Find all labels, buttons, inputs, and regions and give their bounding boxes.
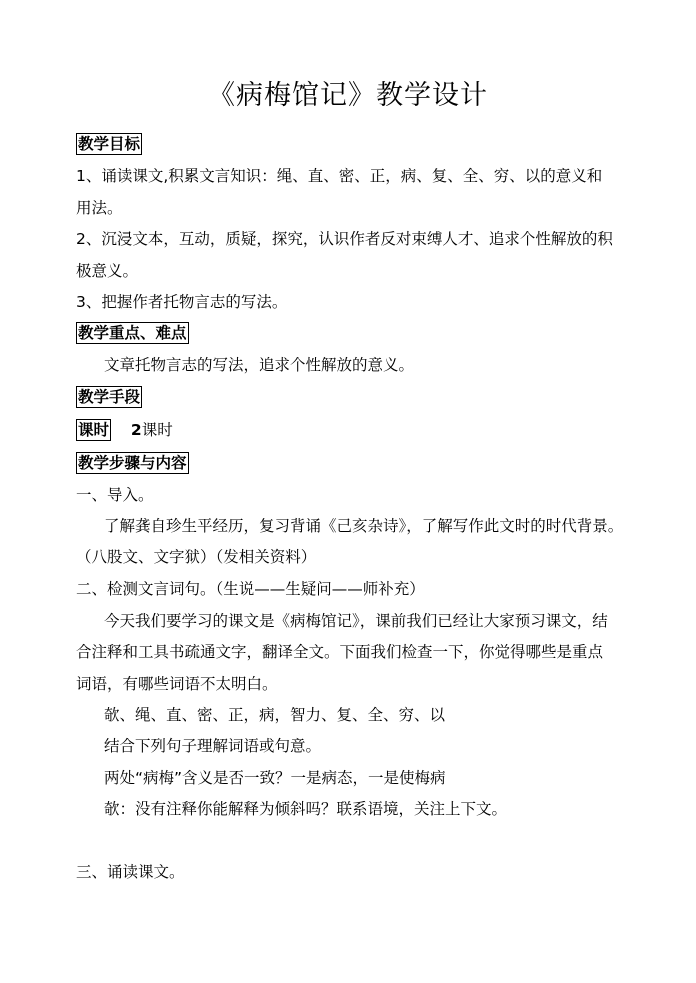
heading-box: 教学重点、难点 — [78, 324, 187, 342]
hours-value: 2 — [130, 421, 142, 439]
heading-box: 教学手段 — [78, 388, 141, 406]
section-heading-means — [76, 386, 142, 408]
step-line: 了解龚自珍生平经历，复习背诵《己亥杂诗》，了解写作此文时的时代背景。 — [104, 517, 624, 535]
step-line: 结合下列句子理解词语或句意。 — [104, 737, 322, 755]
objective-line: 2、沉浸文本，互动，质疑，探究，认识作者反对束缚人才、追求个性解放的积 — [76, 230, 613, 248]
step-line: 今天我们要学习的课文是《病梅馆记》，课前我们已经让大家预习课文，结 — [104, 612, 608, 630]
step-line: 欹、绳、直、密、正，病，智力、复、全、穷、以 — [104, 706, 446, 724]
step-line: 三、诵读课文。 — [76, 863, 185, 881]
step-line: 合注释和工具书疏通文字，翻译全文。下面我们检查一下，你觉得哪些是重点 — [76, 643, 604, 661]
section-heading-key-points — [76, 322, 189, 344]
document-title: 《病梅馆记》教学设计 — [208, 80, 488, 111]
step-line: 两处“病梅”含义是否一致？一是病态，一是使梅病 — [104, 769, 446, 787]
heading-box: 课时 — [78, 421, 110, 439]
objective-line: 极意义。 — [76, 262, 139, 280]
section-heading-steps — [76, 452, 189, 474]
step-line: 一、导入。 — [76, 486, 154, 504]
section-heading-hours — [76, 419, 173, 441]
objective-line: 3、把握作者托物言志的写法。 — [76, 293, 288, 311]
step-line: 词语，有哪些词语不太明白。 — [76, 675, 278, 693]
section-heading-objectives — [76, 133, 142, 155]
step-line: 欹：没有注释你能解释为倾斜吗？联系语境，关注上下文。 — [104, 800, 508, 818]
key-points-text: 文章托物言志的写法，追求个性解放的意义。 — [104, 356, 415, 374]
objective-line: 用法。 — [76, 199, 123, 217]
step-line: 二、检测文言词句。（生说——生疑问——师补充） — [76, 580, 425, 598]
hours-unit: 课时 — [141, 421, 173, 439]
objective-line: 1、诵读课文,积累文言知识：绳、直、密、正，病、复、全、穷、以的意义和 — [76, 167, 603, 185]
step-line: （八股文、文字狱）（发相关资料） — [76, 548, 317, 566]
heading-box: 教学目标 — [78, 135, 141, 153]
heading-box: 教学步骤与内容 — [78, 454, 187, 472]
